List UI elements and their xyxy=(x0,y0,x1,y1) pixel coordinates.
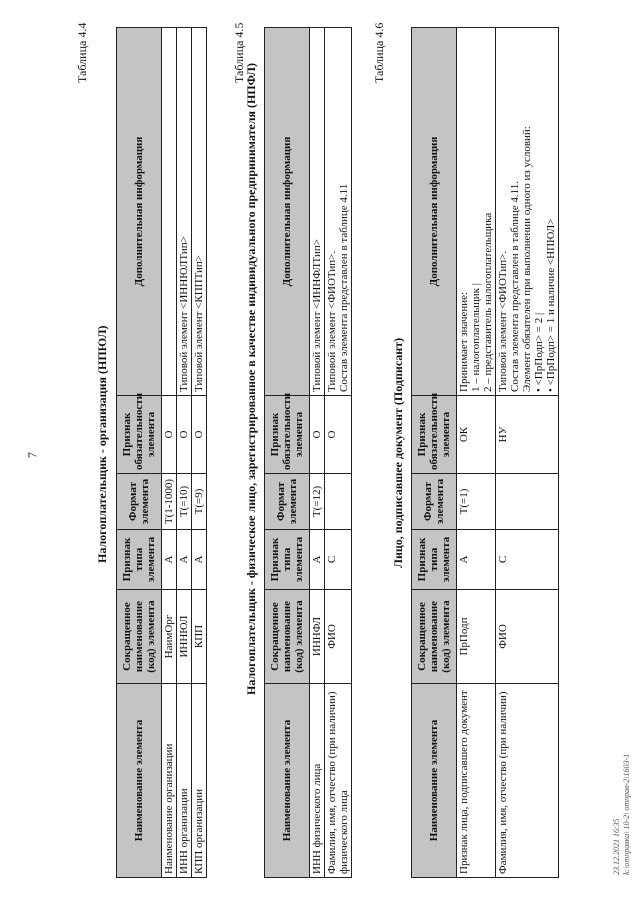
cell-info-line: Принимает значение: xyxy=(458,291,470,392)
table-number-4-4: Таблица 4.4 xyxy=(75,22,89,83)
cell-info-line: 2 – представитель налогоплательщика xyxy=(482,212,494,392)
cell-info-line: • <ПрПодп> = 1 и наличие <НПЮЛ> xyxy=(545,218,557,392)
table-row xyxy=(310,28,325,878)
page-number: 7 xyxy=(25,452,39,458)
cell-required: О xyxy=(310,396,325,474)
cell-name: Признак лица, подписавшего документ xyxy=(457,684,496,878)
cell-info xyxy=(496,28,559,396)
table-header-row xyxy=(412,28,457,878)
cell-type: С xyxy=(496,530,559,590)
header-required: Признак обязательности элемента xyxy=(412,396,457,474)
table-row xyxy=(177,28,192,878)
cell-name: ИНН физического лица xyxy=(310,684,325,878)
cell-name: Фамилия, имя, отчество (при наличии) xyxy=(496,684,559,878)
cell-required: О xyxy=(162,396,177,474)
cell-info-line: Элемент обязателен при выполнении одного из условий: xyxy=(521,126,533,392)
table-header-row xyxy=(117,28,162,878)
header-code: Сокращенное наименование (код) элемента xyxy=(412,590,457,684)
cell-format: Т(=12) xyxy=(310,474,325,530)
cell-info-line: • <ПрПодп> = 2 | xyxy=(533,312,545,392)
table-caption-4-4: Налогоплательщик - организация (НПЮЛ) xyxy=(95,325,109,563)
table-caption-4-6: Лицо, подписавшее документ (Подписант) xyxy=(391,337,405,568)
table-4-6 xyxy=(411,27,559,878)
cell-code: ФИО xyxy=(325,590,352,684)
footer-date: 23.12.2021 16:35 xyxy=(612,818,621,875)
cell-name: ИНН организации xyxy=(177,684,192,878)
cell-format: Т(=9) xyxy=(192,474,207,530)
cell-required: ОК xyxy=(457,396,496,474)
cell-required: О xyxy=(177,396,192,474)
cell-info-line: Состав элемента представлен в таблице 4.11 xyxy=(338,183,350,392)
cell-info: Типовой элемент <КППТип> xyxy=(192,28,207,396)
cell-type: А xyxy=(192,530,207,590)
cell-format xyxy=(325,474,352,530)
cell-required: НУ xyxy=(496,396,559,474)
cell-info-line: 1 – налогоплательщик | xyxy=(470,283,482,392)
header-name: Наименование элемента xyxy=(117,684,162,878)
cell-type: А xyxy=(457,530,496,590)
header-name: Наименование элемента xyxy=(412,684,457,878)
header-required: Признак обязательности элемента xyxy=(117,396,162,474)
table-row xyxy=(496,28,559,878)
cell-type: А xyxy=(162,530,177,590)
header-info: Дополнительная информация xyxy=(412,28,457,396)
header-format: Формат элемента xyxy=(117,474,162,530)
header-format: Формат элемента xyxy=(412,474,457,530)
table-row xyxy=(192,28,207,878)
cell-format: Т(=10) xyxy=(177,474,192,530)
cell-info: Типовой элемент <ИННЮЛТип> xyxy=(177,28,192,396)
table-caption-4-5: Налогоплательщик - физическое лицо, зарегистрированное в качестве индивидуального предпринимателя (НПФЛ) xyxy=(244,63,258,695)
header-required: Признак обязательности элемента xyxy=(265,396,310,474)
footer-stamp xyxy=(612,754,632,875)
cell-code: ИННЮЛ xyxy=(177,590,192,684)
table-row xyxy=(162,28,177,878)
footer-path: k:\отправка\ 10-2\ отправ-2\1603-1 xyxy=(622,753,631,875)
cell-info xyxy=(310,28,325,396)
table-row xyxy=(325,28,352,878)
header-name: Наименование элемента xyxy=(265,684,310,878)
header-code: Сокращенное наименование (код) элемента xyxy=(265,590,310,684)
cell-info xyxy=(162,28,177,396)
cell-info-line: Состав элемента представлен в таблице 4.11. xyxy=(509,180,521,392)
header-format: Формат элемента xyxy=(265,474,310,530)
cell-info-line: Типовой элемент <ИННФЛТип> xyxy=(311,239,323,392)
cell-name: КПП организации xyxy=(192,684,207,878)
table-header-row xyxy=(265,28,310,878)
header-type: Признак типа элемента xyxy=(265,530,310,590)
header-type: Признак типа элемента xyxy=(412,530,457,590)
table-row xyxy=(457,28,496,878)
table-4-5 xyxy=(264,27,352,878)
cell-format xyxy=(496,474,559,530)
header-info: Дополнительная информация xyxy=(265,28,310,396)
cell-name: Наименование организации xyxy=(162,684,177,878)
table-4-4 xyxy=(116,27,207,878)
cell-type: А xyxy=(177,530,192,590)
header-info: Дополнительная информация xyxy=(117,28,162,396)
cell-code: НаимОрг xyxy=(162,590,177,684)
cell-name: Фамилия, имя, отчество (при наличии) физического лица xyxy=(325,684,352,878)
cell-info xyxy=(325,28,352,396)
cell-code: ФИО xyxy=(496,590,559,684)
cell-required: О xyxy=(192,396,207,474)
cell-code: ИННФЛ xyxy=(310,590,325,684)
cell-code: ПрПодп xyxy=(457,590,496,684)
table-number-4-5: Таблица 4.5 xyxy=(232,22,246,83)
header-type: Признак типа элемента xyxy=(117,530,162,590)
cell-format: Т(1-1000) xyxy=(162,474,177,530)
cell-required: О xyxy=(325,396,352,474)
cell-format: Т(=1) xyxy=(457,474,496,530)
cell-info xyxy=(457,28,496,396)
cell-type: С xyxy=(325,530,352,590)
cell-code: КПП xyxy=(192,590,207,684)
header-code: Сокращенное наименование (код) элемента xyxy=(117,590,162,684)
cell-type: А xyxy=(310,530,325,590)
table-number-4-6: Таблица 4.6 xyxy=(372,22,386,83)
cell-info-line: Типовой элемент <ФИОТип>. xyxy=(497,250,509,392)
cell-info-line: Типовой элемент <ФИОТип>. xyxy=(326,250,338,392)
